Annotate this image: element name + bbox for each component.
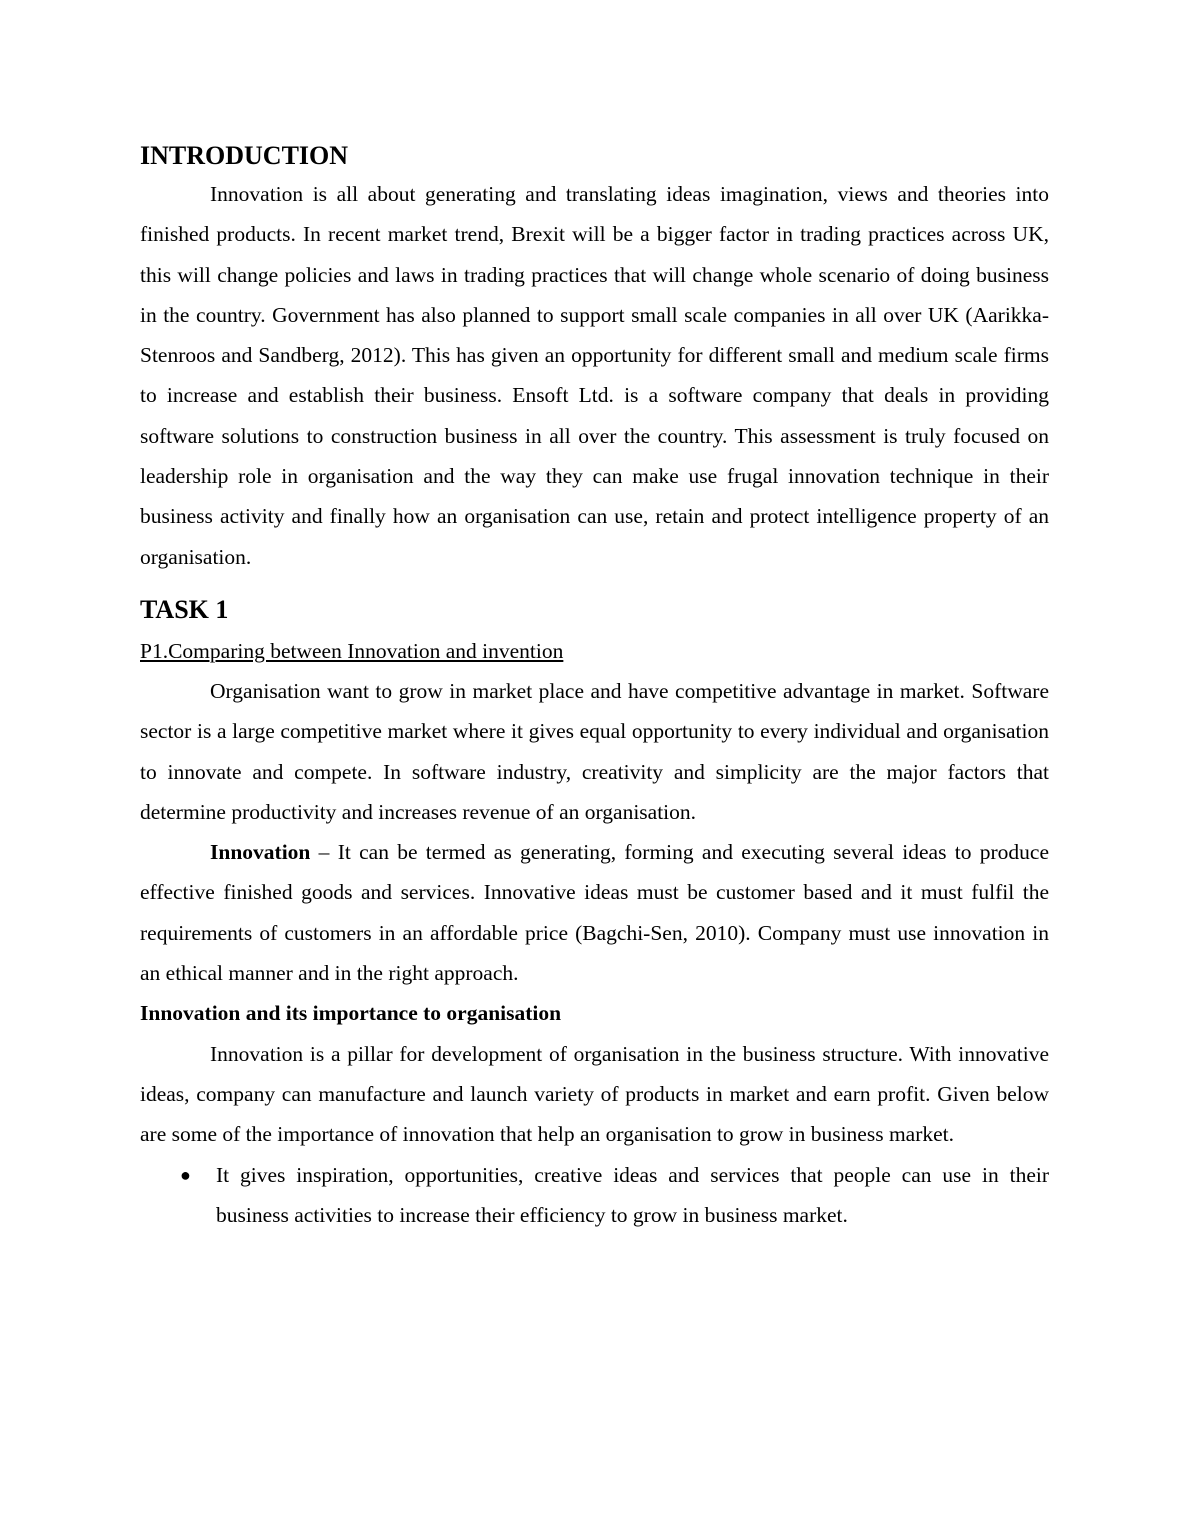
innovation-term: Innovation bbox=[210, 840, 311, 865]
task-1-heading: TASK 1 bbox=[140, 594, 229, 624]
innovation-definition: – It can be termed as generating, forming and executing several ideas to produce effective finished goods and services. Innovative ideas must be customer based and it must fulfil the requirements of customers in an affordable price (Bagchi-Sen, 2010). Company must use innovation in an ethical manner and in the right approach. bbox=[140, 840, 1049, 986]
importance-bullet-list bbox=[140, 1155, 1049, 1236]
list-item bbox=[140, 1155, 1049, 1236]
document-page bbox=[140, 138, 1049, 1235]
p1-subheading bbox=[140, 631, 1049, 671]
innovation-definition-paragraph bbox=[140, 832, 1049, 993]
introduction-paragraph: Innovation is all about generating and translating ideas imagination, views and theories into finished products. In recent market trend, Brexit will be a bigger factor in trading practices across UK, this will change policies and laws in trading practices that will change whole scenario of doing business in the country. Government has also planned to support small scale companies in all over UK (Aarikka-Stenroos and Sandberg, 2012). This has given an opportunity for different small and medium scale firms to increase and establish their business. Ensoft Ltd. is a software company that deals in providing software solutions to construction business in all over the country. This assessment is truly focused on leadership role in organisation and the way they can make use frugal innovation technique in their business activity and finally how an organisation can use, retain and protect intelligence property of an organisation. bbox=[140, 182, 1049, 569]
task1-paragraph-1: Organisation want to grow in market place and have competitive advantage in market. Software sector is a large competitive market where it gives equal opportunity to every individual and organisation to innovate and compete. In software industry, creativity and simplicity are the major factors that determine productivity and increases revenue of an organisation. bbox=[140, 678, 1049, 824]
list-item-text: It gives inspiration, opportunities, creative ideas and services that people can use in their business activities to increase their efficiency to grow in business market. bbox=[216, 1162, 1049, 1227]
task1-paragraph-2: Innovation is a pillar for development of organisation in the business structure. With innovative ideas, company can manufacture and launch variety of products in market and earn profit. Given below are some of the importance of innovation that help an organisation to grow in business market. bbox=[140, 1041, 1049, 1147]
bullet-icon: ● bbox=[180, 1164, 191, 1185]
introduction-heading: INTRODUCTION bbox=[140, 141, 349, 170]
p1-subheading-text: P1.Comparing between Innovation and invention bbox=[140, 638, 564, 663]
importance-heading: Innovation and its importance to organisation bbox=[140, 1001, 562, 1026]
